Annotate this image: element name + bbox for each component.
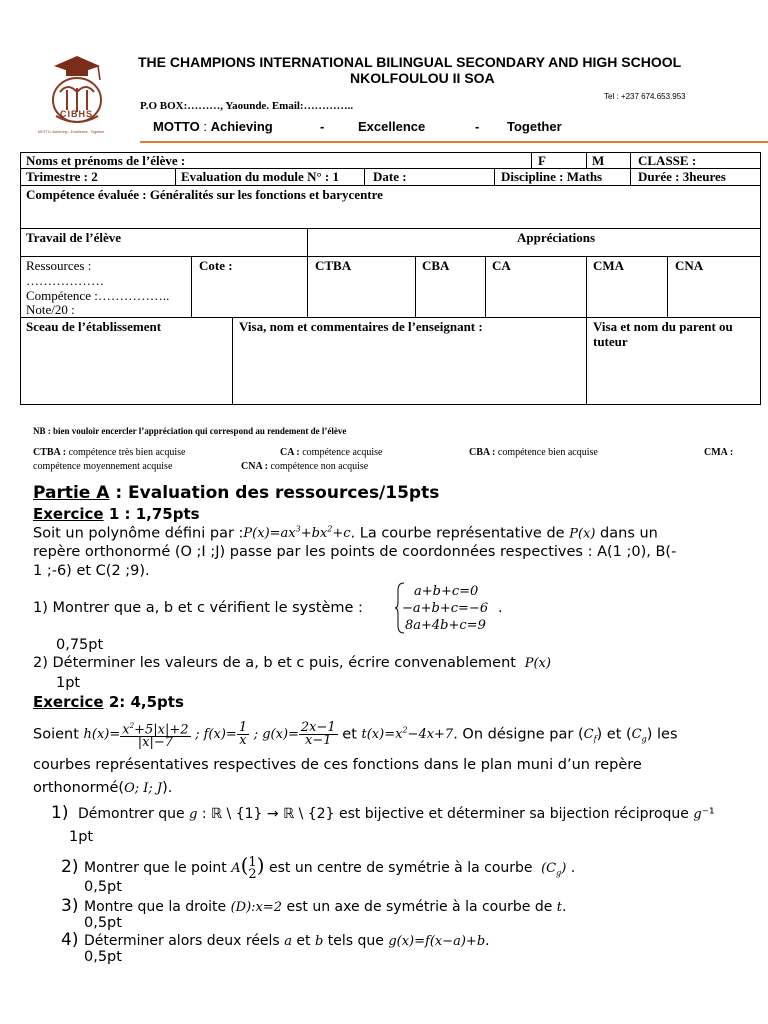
q1-pts: 0,75pt [56,637,104,653]
legend-cma-key: CMA : [704,447,734,458]
ex1-l1a: Soit un polynôme défini par : [33,525,244,542]
q24-b: et [296,933,311,949]
field-sceau: Sceau de l’établissement [26,319,162,334]
ex1-title [33,505,200,523]
q22-b: est un centre de symétrie à la courbe [268,860,533,876]
q2-pts: 1pt [56,675,81,691]
motto-word-1: Achieving [210,119,273,134]
school-location: NKOLFOULOU II SOA [350,70,495,86]
ex1-line3: 1 ;-6) et C(2 ;9). [33,563,150,579]
appreciation-cba[interactable]: CBA [422,258,450,273]
q1-dot: . [498,600,503,616]
pobox: P.O BOX:………, Yaounde. Email:………….. [140,100,354,112]
field-ressources: Ressources : [26,258,92,273]
field-trimestre: Trimestre : 2 [26,169,98,184]
px-2: P(x) [520,656,551,671]
g-map: g [189,807,198,822]
appreciation-cma[interactable]: CMA [593,258,625,273]
ex1-l1c: dans un [600,525,658,542]
field-competence: Compétence :…………….. [26,288,170,303]
poly-def: $P(x)=ax^3+bx^2+c$ [243,525,351,542]
field-discipline: Discipline : Maths [501,169,603,184]
motto-sep: : [203,119,207,134]
field-m: M [592,153,605,168]
field-appreciations: Appréciations [517,230,595,245]
q24-pts: 0,5pt [84,949,122,965]
appreciation-ca[interactable]: CA [492,258,511,273]
q23-text: Montre que la droite (D):x=2 est un axe de symétrie à la courbe de t. [84,899,567,915]
ex1-title-rest: 1 : 1,75pts [103,505,200,523]
q21-num: 1) [51,803,69,823]
legend-ca-key: CA : [280,447,300,458]
ex2-soient: Soient [33,726,79,743]
legend-cba-key: CBA : [469,447,496,458]
t-def: $t(x)=x^2-4x+7$ [361,726,454,743]
legend-cna [241,461,368,472]
h-def: h(x)= $\frac{x^2+5|x|+2}{|x|-7}$ [83,722,189,751]
partA-title [33,483,439,503]
legend-cna-text: compétence non acquise [267,461,369,472]
motto-word-2: Excellence [358,119,426,134]
ex1-line1 [33,525,658,541]
field-note: Note/20 : [26,302,75,317]
px-1: P(x) [569,526,596,542]
line-D: (D):x=2 [230,900,283,915]
ex2-functions: Soient h(x)= $\frac{x^2+5|x|+2}{|x|-7}$ ; f(x)= $\frac{1}{x}$ ; g(x)= $\frac{2x-1}{x-1}$ et $t(x)=x^2-4x+7$. On désigne par $(C_f)$ et $(C_g)$ les [33,720,678,751]
q24-a: Déterminer alors deux réels [84,933,280,949]
field-competence-evaluee: Compétence évaluée : Généralités sur les fonctions et barycentre [26,187,383,202]
q21-a: Démontrer que [78,806,185,822]
q21-b: est bijective et déterminer sa bijection réciproque [338,806,689,822]
ex2-designe: . On désigne par ( [453,726,584,743]
b-var: b [314,934,324,949]
t-var: t [556,900,563,915]
ex1-title-u: Exercice [33,505,104,523]
field-evaluation: Evaluation du module N° : 1 [181,169,339,184]
q21-pts: 1pt [69,829,94,845]
q23-b: est un axe de symétrie à la courbe de [286,899,553,915]
f-def: ; f(x)= $\frac{1}{x}$ [195,720,248,749]
motto-dash-2: - [475,119,480,134]
g-inverse: g [693,807,702,822]
q23-a: Montre que la droite [84,899,227,915]
field-dots: ……………… [26,273,104,288]
q22-num: 2) [61,857,79,877]
q2-label: 2) Déterminer les valeurs de a, b et c puis, écrire convenablement [33,655,516,671]
ex1-l1b: . La courbe représentative de [350,525,565,542]
motto-label: MOTTO [153,119,200,134]
q22-text: Montrer que le point A( 1 2 ) est un centre de symétrie à la courbe $(C_g)$ . [84,853,576,882]
form-table [0,0,768,410]
legend-cba-text: compétence bien acquise [495,447,598,458]
q23-num: 3) [61,896,79,916]
field-date: Date : [373,169,407,184]
legend-ctba-text: compétence très bien acquise [66,447,186,458]
q24-num: 4) [61,930,79,950]
nb-note: NB : bien vouloir encercler l’appréciation qui correspond au rendement de l’élève [33,426,347,436]
appreciation-ctba[interactable]: CTBA [315,258,352,273]
q22-a: Montrer que le point [84,860,227,876]
legend-cma-text: compétence moyennement acquise [33,461,173,472]
ex2-title [33,693,184,711]
field-visa-parent-1: Visa et nom du parent ou [593,319,733,334]
tel: Tel : +237 674.653.953 [604,92,686,101]
q22-pts: 0,5pt [84,879,122,895]
legend-ctba [33,447,185,458]
q23-pts: 0,5pt [84,915,122,931]
ex2-l3c: ). [162,780,173,796]
q2-text [33,655,551,671]
cg: $C_g$ [631,727,647,744]
appreciation-cna[interactable]: CNA [675,258,704,273]
ex2-title-u: Exercice [33,693,104,711]
sys-eq-1: a+b+c=0 [414,584,479,599]
legend-ca-text: compétence acquise [299,447,383,458]
field-f: F [538,153,546,168]
q1-text: 1) Montrer que a, b et c vérifient le système : [33,600,363,616]
partA-title-u: Partie A [33,483,110,503]
sys-eq-3: 8a+4b+c=9 [405,618,486,633]
field-visa-enseignant: Visa, nom et commentaires de l’enseignant : [239,319,483,334]
field-cote: Cote : [199,258,233,273]
school-name: THE CHAMPIONS INTERNATIONAL BILINGUAL SECONDARY AND HIGH SCHOOL [138,54,682,70]
ex2-et: et [342,726,357,743]
logo-caption: MOTTO: Achieving - Excellence - Together [38,130,105,134]
ex2-title-rest: 2: 4,5pts [103,693,184,711]
motto-word-3: Together [507,119,562,134]
logo-text: CIBHS [60,109,94,119]
field-names: Noms et prénoms de l’élève : [26,153,186,168]
legend-cba [469,447,598,458]
q24-c: tels que [327,933,384,949]
ex2-line3 [33,780,172,796]
legend-ca [280,447,382,458]
g-def: ; g(x)= $\frac{2x-1}{x-1}$ [253,720,336,749]
sys-eq-2: −a+b+c=−6 [402,601,489,616]
field-travail: Travail de l’élève [26,230,122,245]
ex2-l3b: O; I; J [124,781,163,796]
field-duree: Durée : 3heures [638,169,726,184]
motto-dash-1: - [320,119,325,134]
ex1-line2: repère orthonormé (O ;I ;J) passe par les points de coordonnées respectives : A(1 ;0), B(- [33,544,677,560]
ex2-les: ) les [646,726,678,743]
partA-title-rest: : Evaluation des ressources/15pts [109,483,440,503]
a-var: a [284,934,292,949]
legend-cna-key: CNA : [241,461,268,472]
ex2-line2: courbes représentatives respectives de ces fonctions dans le plan muni d’un repère [33,757,642,773]
legend-ctba-key: CTBA : [33,447,67,458]
point-A: A( 1 2 ) [231,853,265,882]
q21-text: Démontrer que g : ℝ \ {1} → ℝ \ {2} est bijective et déterminer sa bijection réciproque g⁻¹ [78,806,715,822]
cg-2: $(C_g)$ [536,861,567,878]
field-visa-parent-2: tuteur [593,334,628,349]
ex2-l3a: orthonormé( [33,780,125,796]
field-classe: CLASSE : [638,153,697,168]
cf: $C_f$ [583,727,597,744]
q24-text: Déterminer alors deux réels a et b tels que g(x)=f(x−a)+b. [84,933,490,949]
g-relation: g(x)=f(x−a)+b [388,934,486,949]
